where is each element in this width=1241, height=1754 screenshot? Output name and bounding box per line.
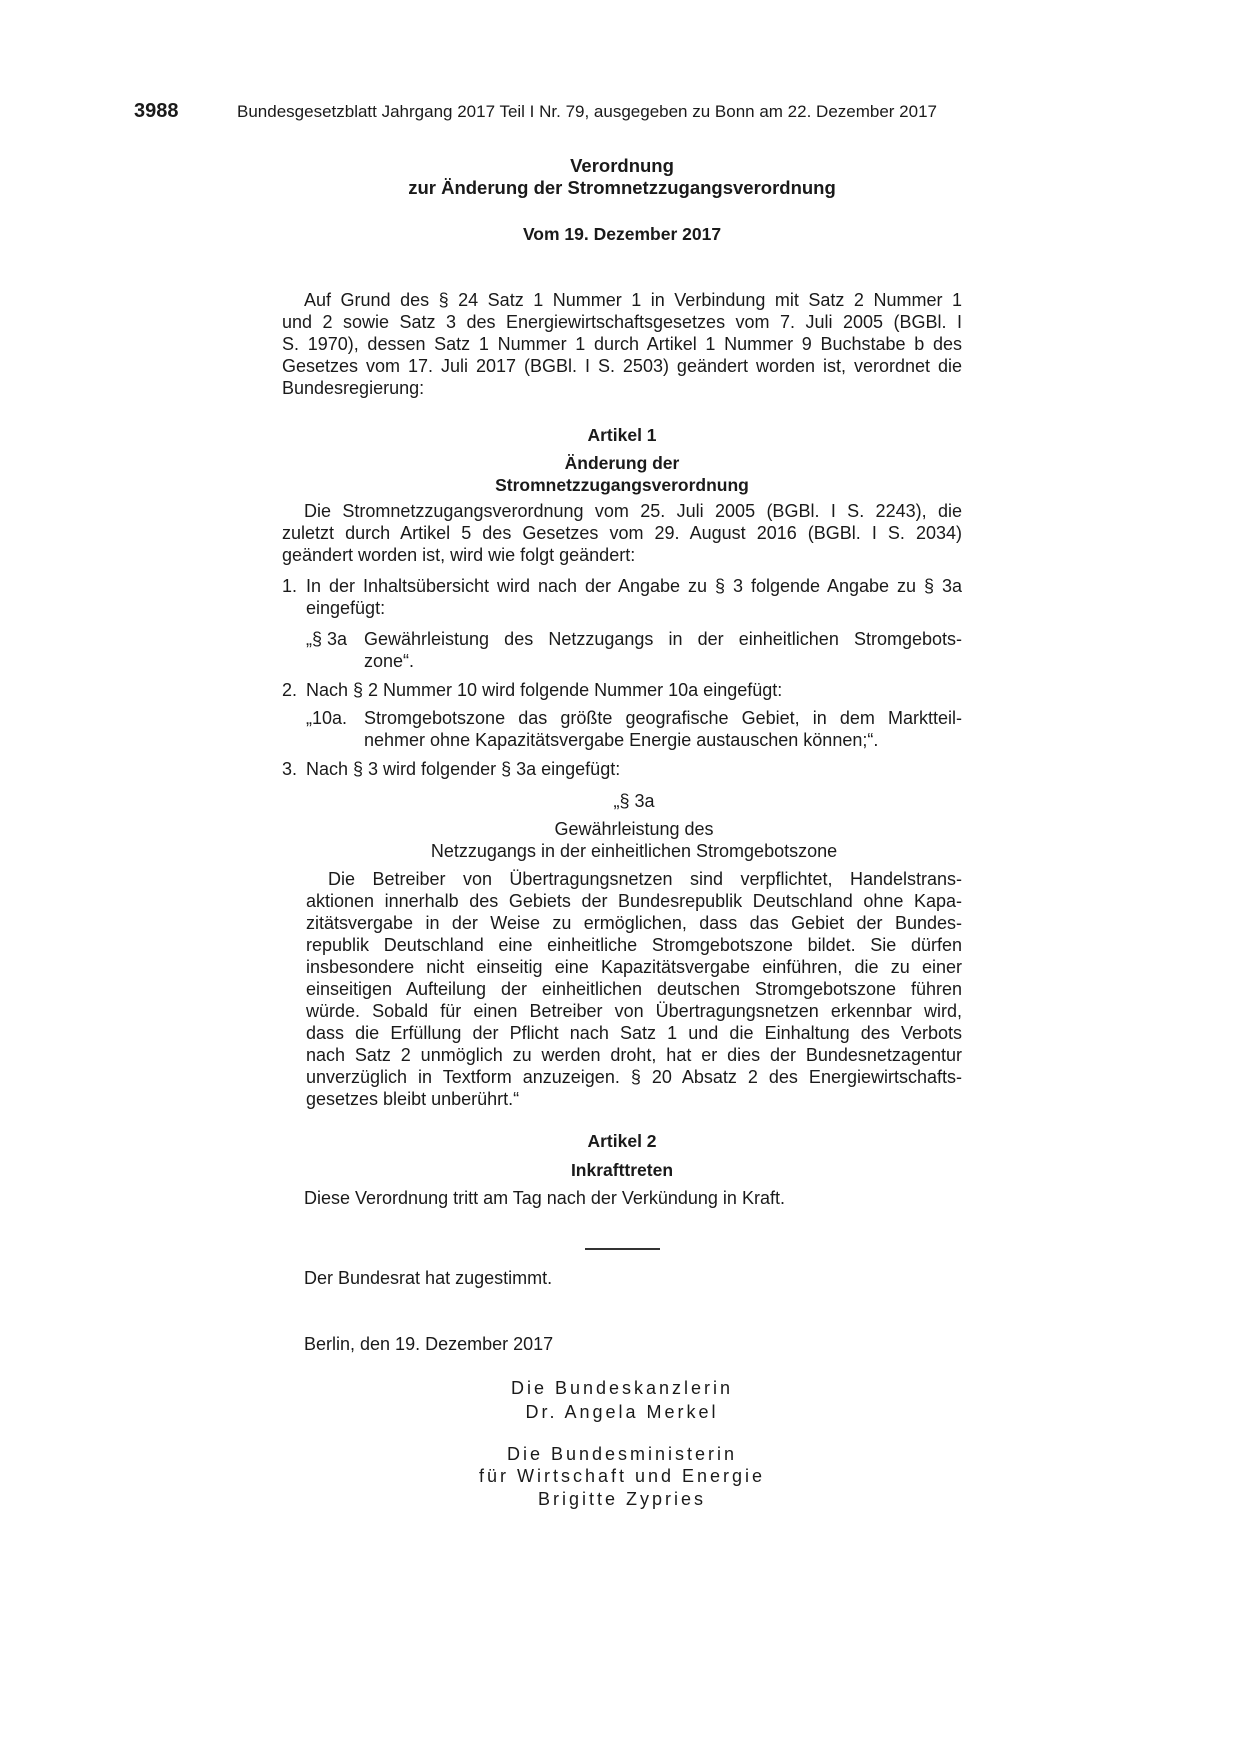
article1-heading-line2: Stromnetzzugangsverordnung — [495, 475, 749, 495]
list-item-1 — [282, 575, 962, 619]
section-text — [306, 868, 962, 1110]
list-item-line: Nach § 2 Nummer 10 wird folgende Nummer 10a eingefügt: — [306, 680, 783, 700]
section-text-line: nach Satz 2 unmöglich zu werden droht, hat er dies der Bundesnetzagentur — [306, 1045, 962, 1065]
section-text-line: würde. Sobald für einen Betreiber von Übertragungsnetzen erkennbar wird, — [306, 1001, 962, 1021]
running-title: Bundesgesetzblatt Jahrgang 2017 Teil I Nr. 79, ausgegeben zu Bonn am 22. Dezember 2017 — [237, 102, 937, 121]
place-date: Berlin, den 19. Dezember 2017 — [304, 1334, 554, 1354]
article1-intro-line: zuletzt durch Artikel 5 des Gesetzes vom 29. August 2016 (BGBl. I S. 2034) — [282, 523, 962, 543]
document-title-line1: Verordnung — [570, 155, 674, 176]
section-label: „§ 3a — [613, 791, 655, 811]
section-heading-line2: Netzzugangs in der einheitlichen Stromgebotszone — [430, 841, 838, 861]
list-item-2 — [282, 679, 962, 701]
article1-label: Artikel 1 — [587, 425, 657, 445]
quote-line: nehmer ohne Kapazitätsvergabe Energie austauschen können;“. — [364, 730, 879, 750]
article2-text: Diese Verordnung tritt am Tag nach der Verkündung in Kraft. — [304, 1188, 785, 1208]
preamble-line: Bundesregierung: — [282, 378, 425, 398]
article2-heading: Inkrafttreten — [570, 1160, 674, 1180]
section-text-line: Die Betreiber von Übertragungsnetzen sind verpflichtet, Handelstrans- — [328, 869, 962, 889]
chancellor-title: Die Bundeskanzlerin — [510, 1378, 734, 1398]
section-heading-line1: Gewährleistung des — [554, 819, 714, 839]
quote-line: zone“. — [364, 651, 415, 671]
section-text-line: gesetzes bleibt unberührt.“ — [306, 1089, 520, 1109]
list-item-2-quote — [282, 707, 962, 751]
page-number: 3988 — [134, 100, 179, 122]
article1-intro-line: Die Stromnetzzugangsverordnung vom 25. Juli 2005 (BGBl. I S. 2243), die — [304, 501, 962, 521]
minister-name: Brigitte Zypries — [537, 1489, 707, 1509]
section-text-line: republik Deutschland eine einheitliche Stromgebotszone bildet. Sie dürfen — [306, 935, 962, 955]
list-item-number: 3. — [282, 759, 298, 779]
minister-title-line2: für Wirtschaft und Energie — [478, 1466, 766, 1486]
preamble-line: S. 1970), dessen Satz 1 Nummer 1 durch Artikel 1 Nummer 9 Buchstabe b des — [282, 334, 962, 354]
divider — [585, 1248, 660, 1250]
section-text-line: unverzüglich in Textform anzuzeigen. § 20 Absatz 2 des Energiewirtschafts- — [306, 1067, 962, 1087]
preamble — [282, 289, 962, 399]
section-text-line: dass die Erfüllung der Pflicht nach Satz 1 und die Einhaltung des Verbots — [306, 1023, 962, 1043]
list-item-number: 1. — [282, 576, 298, 596]
quote-line: Gewährleistung des Netzzugangs in der einheitlichen Stromgebots- — [364, 629, 962, 649]
quote-label: „10a. — [306, 708, 348, 728]
list-item-number: 2. — [282, 680, 298, 700]
preamble-line: Gesetzes vom 17. Juli 2017 (BGBl. I S. 2503) geändert worden ist, verordnet die — [282, 356, 962, 376]
section-text-line: zitätsvergabe in der Weise zu ermöglichen, dass das Gebiet der Bundes- — [306, 913, 962, 933]
section-text-line: einseitigen Aufteilung der einheitlichen deutschen Stromgebotszone führen — [306, 979, 962, 999]
document-date: Vom 19. Dezember 2017 — [522, 224, 722, 244]
preamble-line: Auf Grund des § 24 Satz 1 Nummer 1 in Verbindung mit Satz 2 Nummer 1 — [304, 290, 962, 310]
article1-intro — [282, 500, 962, 566]
section-text-line: aktionen innerhalb des Gebiets der Bundesrepublik Deutschland ohne Kapa- — [306, 891, 962, 911]
list-item-1-quote — [282, 628, 962, 672]
bundesrat-consent: Der Bundesrat hat zugestimmt. — [304, 1268, 553, 1288]
quote-label: „§ 3a — [306, 629, 348, 649]
preamble-line: und 2 sowie Satz 3 des Energiewirtschaftsgesetzes vom 7. Juli 2005 (BGBl. I — [282, 312, 962, 332]
list-item-line: Nach § 3 wird folgender § 3a eingefügt: — [306, 759, 621, 779]
article2-label: Artikel 2 — [587, 1131, 657, 1151]
article1-heading-line1: Änderung der — [564, 453, 680, 473]
section-text-line: insbesondere nicht einseitig eine Kapazitätsvergabe einführen, die zu einer — [306, 957, 962, 977]
quote-line: Stromgebotszone das größte geografische Gebiet, in dem Marktteil- — [364, 708, 962, 728]
list-item-line: eingefügt: — [306, 598, 386, 618]
list-item-3 — [282, 758, 962, 780]
document-title-line2: zur Änderung der Stromnetzzugangsverordnung — [408, 177, 836, 198]
list-item-line: In der Inhaltsübersicht wird nach der Angabe zu § 3 folgende Angabe zu § 3a — [306, 576, 962, 596]
chancellor-name: Dr. Angela Merkel — [525, 1402, 719, 1422]
article1-intro-line: geändert worden ist, wird wie folgt geändert: — [282, 545, 636, 565]
minister-title-line1: Die Bundesministerin — [506, 1444, 738, 1464]
